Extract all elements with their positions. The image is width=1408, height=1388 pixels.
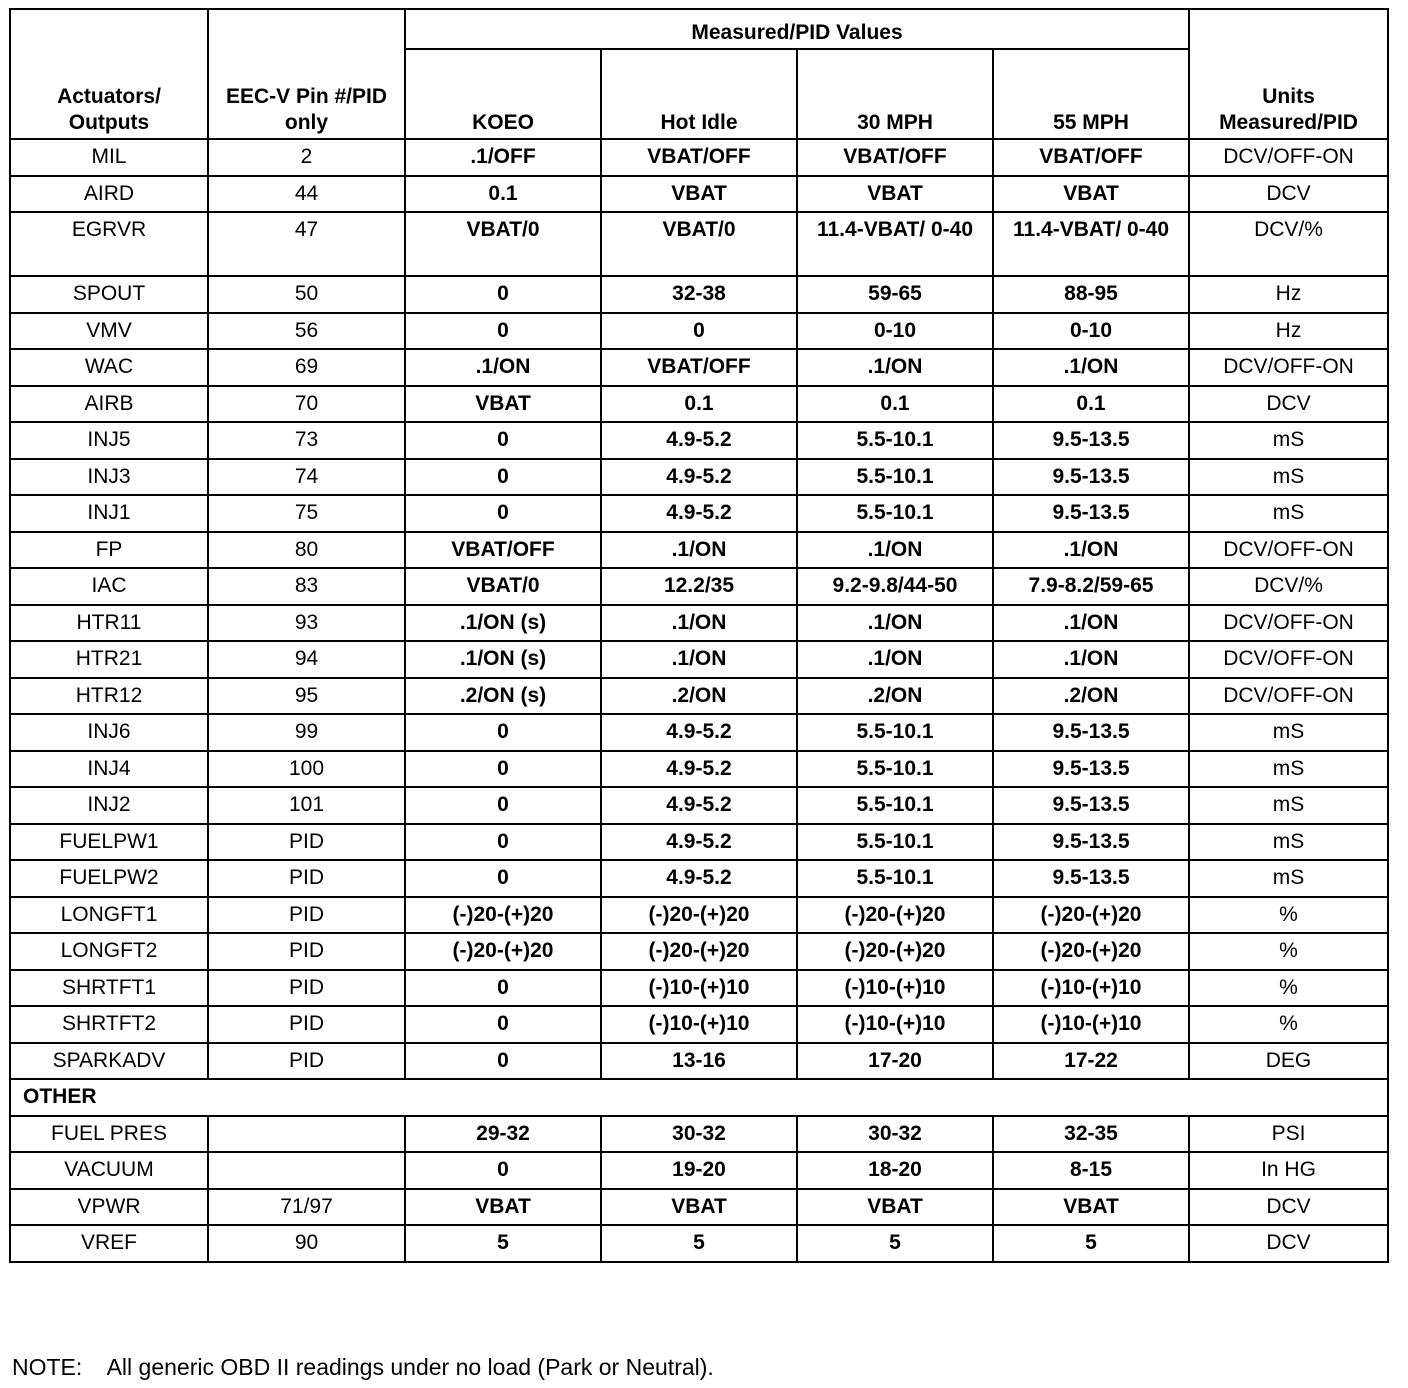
koeo-cell: VBAT/OFF	[405, 532, 601, 569]
name-cell: IAC	[10, 568, 208, 605]
pin-cell: 101	[208, 787, 405, 824]
hot-idle-cell: 32-38	[601, 276, 797, 313]
hot-idle-cell: (-)10-(+)10	[601, 970, 797, 1007]
table-row	[10, 568, 1388, 605]
spec-sheet	[9, 8, 1387, 1263]
pin-cell: 71/97	[208, 1189, 405, 1226]
pin-cell: 70	[208, 386, 405, 423]
55mph-cell: (-)20-(+)20	[993, 897, 1189, 934]
name-cell: AIRD	[10, 176, 208, 213]
pin-cell: 2	[208, 139, 405, 176]
table-row	[10, 1189, 1388, 1226]
pin-cell: PID	[208, 860, 405, 897]
55mph-cell: 9.5-13.5	[993, 751, 1189, 788]
unit-cell: mS	[1189, 787, 1388, 824]
koeo-cell: 0	[405, 860, 601, 897]
30mph-cell: 5.5-10.1	[797, 787, 993, 824]
hot-idle-cell: 4.9-5.2	[601, 495, 797, 532]
30mph-cell: 5.5-10.1	[797, 495, 993, 532]
name-cell: SPARKADV	[10, 1043, 208, 1080]
name-cell: INJ2	[10, 787, 208, 824]
30mph-cell: 5.5-10.1	[797, 422, 993, 459]
pin-cell: 80	[208, 532, 405, 569]
55mph-cell: 32-35	[993, 1116, 1189, 1153]
55mph-cell: (-)10-(+)10	[993, 970, 1189, 1007]
55mph-cell: 8-15	[993, 1152, 1189, 1189]
koeo-cell: 5	[405, 1225, 601, 1262]
table-row	[10, 714, 1388, 751]
30mph-cell: (-)20-(+)20	[797, 933, 993, 970]
hot-idle-cell: 30-32	[601, 1116, 797, 1153]
30mph-cell: 0-10	[797, 313, 993, 350]
name-cell: MIL	[10, 139, 208, 176]
unit-cell: mS	[1189, 860, 1388, 897]
55mph-cell: (-)10-(+)10	[993, 1006, 1189, 1043]
table-row	[10, 349, 1388, 386]
30mph-cell: .1/ON	[797, 641, 993, 678]
koeo-cell: VBAT/0	[405, 568, 601, 605]
30mph-cell: VBAT	[797, 1189, 993, 1226]
table-row	[10, 860, 1388, 897]
hot-idle-cell: (-)20-(+)20	[601, 897, 797, 934]
unit-cell: DCV/OFF-ON	[1189, 641, 1388, 678]
table-row	[10, 970, 1388, 1007]
30mph-cell: 0.1	[797, 386, 993, 423]
unit-cell: DCV/OFF-ON	[1189, 678, 1388, 715]
55mph-cell: VBAT/OFF	[993, 139, 1189, 176]
koeo-cell: VBAT	[405, 386, 601, 423]
koeo-cell: 0	[405, 276, 601, 313]
koeo-cell: 0	[405, 787, 601, 824]
30mph-cell: .1/ON	[797, 349, 993, 386]
unit-cell: DCV/%	[1189, 212, 1388, 276]
55mph-cell: 17-22	[993, 1043, 1189, 1080]
pin-cell: 100	[208, 751, 405, 788]
hot-idle-cell: 4.9-5.2	[601, 860, 797, 897]
table-row	[10, 1116, 1388, 1153]
unit-cell: DCV	[1189, 386, 1388, 423]
name-cell: HTR12	[10, 678, 208, 715]
name-cell: HTR21	[10, 641, 208, 678]
name-cell: EGRVR	[10, 212, 208, 276]
55mph-cell: VBAT	[993, 1189, 1189, 1226]
30mph-cell: 5.5-10.1	[797, 714, 993, 751]
55mph-cell: .2/ON	[993, 678, 1189, 715]
header-55mph: 55 MPH	[993, 49, 1189, 139]
pin-cell: 69	[208, 349, 405, 386]
hot-idle-cell: (-)20-(+)20	[601, 933, 797, 970]
koeo-cell: 29-32	[405, 1116, 601, 1153]
30mph-cell: 9.2-9.8/44-50	[797, 568, 993, 605]
pin-cell: PID	[208, 897, 405, 934]
hot-idle-cell: 5	[601, 1225, 797, 1262]
koeo-cell: 0	[405, 970, 601, 1007]
55mph-cell: (-)20-(+)20	[993, 933, 1189, 970]
30mph-cell: 5	[797, 1225, 993, 1262]
30mph-cell: 11.4-VBAT/ 0-40	[797, 212, 993, 276]
pin-cell: 93	[208, 605, 405, 642]
pin-cell: PID	[208, 1006, 405, 1043]
koeo-cell: .2/ON (s)	[405, 678, 601, 715]
55mph-cell: 88-95	[993, 276, 1189, 313]
unit-cell: %	[1189, 933, 1388, 970]
name-cell: SHRTFT1	[10, 970, 208, 1007]
pin-cell: PID	[208, 824, 405, 861]
30mph-cell: 17-20	[797, 1043, 993, 1080]
koeo-cell: (-)20-(+)20	[405, 933, 601, 970]
table-row	[10, 751, 1388, 788]
30mph-cell: 5.5-10.1	[797, 824, 993, 861]
pin-cell: 94	[208, 641, 405, 678]
unit-cell: mS	[1189, 751, 1388, 788]
55mph-cell: 9.5-13.5	[993, 714, 1189, 751]
koeo-cell: (-)20-(+)20	[405, 897, 601, 934]
hot-idle-cell: (-)10-(+)10	[601, 1006, 797, 1043]
hot-idle-cell: 4.9-5.2	[601, 824, 797, 861]
55mph-cell: 9.5-13.5	[993, 787, 1189, 824]
hot-idle-cell: 13-16	[601, 1043, 797, 1080]
30mph-cell: 5.5-10.1	[797, 459, 993, 496]
name-cell: LONGFT1	[10, 897, 208, 934]
table-body	[10, 139, 1388, 1262]
30mph-cell: .1/ON	[797, 605, 993, 642]
55mph-cell: 0.1	[993, 386, 1189, 423]
hot-idle-cell: 19-20	[601, 1152, 797, 1189]
name-cell: FUELPW1	[10, 824, 208, 861]
hot-idle-cell: 0	[601, 313, 797, 350]
table-row	[10, 824, 1388, 861]
koeo-cell: .1/ON	[405, 349, 601, 386]
table-row	[10, 1225, 1388, 1262]
55mph-cell: 9.5-13.5	[993, 495, 1189, 532]
30mph-cell: VBAT	[797, 176, 993, 213]
hot-idle-cell: VBAT	[601, 176, 797, 213]
unit-cell: %	[1189, 1006, 1388, 1043]
header-hot-idle: Hot Idle	[601, 49, 797, 139]
name-cell: VMV	[10, 313, 208, 350]
section-row-other	[10, 1079, 1388, 1116]
koeo-cell: .1/ON (s)	[405, 641, 601, 678]
table-row	[10, 276, 1388, 313]
55mph-cell: .1/ON	[993, 605, 1189, 642]
table-row	[10, 495, 1388, 532]
table-row	[10, 897, 1388, 934]
name-cell: HTR11	[10, 605, 208, 642]
pin-cell: 73	[208, 422, 405, 459]
koeo-cell: .1/ON (s)	[405, 605, 601, 642]
unit-cell: DEG	[1189, 1043, 1388, 1080]
table-row	[10, 678, 1388, 715]
name-cell: VPWR	[10, 1189, 208, 1226]
pin-cell: 90	[208, 1225, 405, 1262]
55mph-cell: 0-10	[993, 313, 1189, 350]
55mph-cell: 9.5-13.5	[993, 860, 1189, 897]
55mph-cell: .1/ON	[993, 349, 1189, 386]
pid-values-table	[9, 8, 1389, 1263]
30mph-cell: 18-20	[797, 1152, 993, 1189]
unit-cell: DCV/OFF-ON	[1189, 532, 1388, 569]
unit-cell: PSI	[1189, 1116, 1388, 1153]
55mph-cell: .1/ON	[993, 641, 1189, 678]
table-row	[10, 787, 1388, 824]
pin-cell	[208, 1152, 405, 1189]
55mph-cell: VBAT	[993, 176, 1189, 213]
pin-cell	[208, 1116, 405, 1153]
hot-idle-cell: 12.2/35	[601, 568, 797, 605]
55mph-cell: 9.5-13.5	[993, 422, 1189, 459]
unit-cell: DCV/OFF-ON	[1189, 139, 1388, 176]
name-cell: SPOUT	[10, 276, 208, 313]
hot-idle-cell: 4.9-5.2	[601, 714, 797, 751]
pin-cell: PID	[208, 970, 405, 1007]
hot-idle-cell: VBAT	[601, 1189, 797, 1226]
30mph-cell: (-)10-(+)10	[797, 970, 993, 1007]
koeo-cell: 0.1	[405, 176, 601, 213]
30mph-cell: .2/ON	[797, 678, 993, 715]
30mph-cell: .1/ON	[797, 532, 993, 569]
name-cell: VACUUM	[10, 1152, 208, 1189]
name-cell: INJ6	[10, 714, 208, 751]
hot-idle-cell: .2/ON	[601, 678, 797, 715]
30mph-cell: 5.5-10.1	[797, 860, 993, 897]
unit-cell: mS	[1189, 495, 1388, 532]
unit-cell: mS	[1189, 459, 1388, 496]
30mph-cell: 5.5-10.1	[797, 751, 993, 788]
55mph-cell: 5	[993, 1225, 1189, 1262]
table-row	[10, 641, 1388, 678]
table-row	[10, 605, 1388, 642]
name-cell: INJ4	[10, 751, 208, 788]
unit-cell: DCV/%	[1189, 568, 1388, 605]
unit-cell: DCV	[1189, 1189, 1388, 1226]
header-units: Units Measured/PID	[1189, 9, 1388, 139]
pin-cell: 95	[208, 678, 405, 715]
table-row	[10, 532, 1388, 569]
hot-idle-cell: .1/ON	[601, 641, 797, 678]
hot-idle-cell: 0.1	[601, 386, 797, 423]
hot-idle-cell: .1/ON	[601, 605, 797, 642]
header-koeo: KOEO	[405, 49, 601, 139]
koeo-cell: VBAT/0	[405, 212, 601, 276]
koeo-cell: 0	[405, 459, 601, 496]
hot-idle-cell: 4.9-5.2	[601, 422, 797, 459]
table-row	[10, 459, 1388, 496]
koeo-cell: 0	[405, 422, 601, 459]
table-row	[10, 313, 1388, 350]
koeo-cell: 0	[405, 751, 601, 788]
name-cell: LONGFT2	[10, 933, 208, 970]
55mph-cell: 11.4-VBAT/ 0-40	[993, 212, 1189, 276]
55mph-cell: 9.5-13.5	[993, 459, 1189, 496]
name-cell: INJ3	[10, 459, 208, 496]
unit-cell: DCV/OFF-ON	[1189, 605, 1388, 642]
pin-cell: 75	[208, 495, 405, 532]
unit-cell: Hz	[1189, 313, 1388, 350]
table-row	[10, 139, 1388, 176]
unit-cell: %	[1189, 970, 1388, 1007]
table-row	[10, 1006, 1388, 1043]
hot-idle-cell: 4.9-5.2	[601, 751, 797, 788]
hot-idle-cell: .1/ON	[601, 532, 797, 569]
name-cell: INJ1	[10, 495, 208, 532]
unit-cell: mS	[1189, 824, 1388, 861]
section-label: OTHER	[10, 1079, 1388, 1116]
koeo-cell: VBAT	[405, 1189, 601, 1226]
pin-cell: 50	[208, 276, 405, 313]
pin-cell: 99	[208, 714, 405, 751]
name-cell: AIRB	[10, 386, 208, 423]
name-cell: SHRTFT2	[10, 1006, 208, 1043]
name-cell: FUELPW2	[10, 860, 208, 897]
30mph-cell: 59-65	[797, 276, 993, 313]
55mph-cell: .1/ON	[993, 532, 1189, 569]
unit-cell: mS	[1189, 422, 1388, 459]
pin-cell: 47	[208, 212, 405, 276]
table-row	[10, 386, 1388, 423]
table-row	[10, 1043, 1388, 1080]
name-cell: VREF	[10, 1225, 208, 1262]
name-cell: FUEL PRES	[10, 1116, 208, 1153]
unit-cell: mS	[1189, 714, 1388, 751]
unit-cell: In HG	[1189, 1152, 1388, 1189]
pin-cell: 56	[208, 313, 405, 350]
name-cell: FP	[10, 532, 208, 569]
30mph-cell: 30-32	[797, 1116, 993, 1153]
name-cell: WAC	[10, 349, 208, 386]
table-row	[10, 1152, 1388, 1189]
koeo-cell: 0	[405, 1006, 601, 1043]
koeo-cell: 0	[405, 313, 601, 350]
30mph-cell: (-)10-(+)10	[797, 1006, 993, 1043]
koeo-cell: 0	[405, 495, 601, 532]
unit-cell: DCV/OFF-ON	[1189, 349, 1388, 386]
name-cell: INJ5	[10, 422, 208, 459]
koeo-cell: .1/OFF	[405, 139, 601, 176]
koeo-cell: 0	[405, 1152, 601, 1189]
pin-cell: 44	[208, 176, 405, 213]
table-row	[10, 176, 1388, 213]
hot-idle-cell: 4.9-5.2	[601, 459, 797, 496]
koeo-cell: 0	[405, 714, 601, 751]
pin-cell: 74	[208, 459, 405, 496]
55mph-cell: 9.5-13.5	[993, 824, 1189, 861]
55mph-cell: 7.9-8.2/59-65	[993, 568, 1189, 605]
header-30mph: 30 MPH	[797, 49, 993, 139]
30mph-cell: VBAT/OFF	[797, 139, 993, 176]
hot-idle-cell: VBAT/OFF	[601, 349, 797, 386]
header-actuators: Actuators/ Outputs	[10, 9, 208, 139]
hot-idle-cell: 4.9-5.2	[601, 787, 797, 824]
unit-cell: DCV	[1189, 176, 1388, 213]
header-pin: EEC-V Pin #/PID only	[208, 9, 405, 139]
pin-cell: PID	[208, 1043, 405, 1080]
pin-cell: PID	[208, 933, 405, 970]
unit-cell: Hz	[1189, 276, 1388, 313]
unit-cell: DCV	[1189, 1225, 1388, 1262]
hot-idle-cell: VBAT/OFF	[601, 139, 797, 176]
koeo-cell: 0	[405, 1043, 601, 1080]
footnote: NOTE: All generic OBD II readings under no load (Park or Neutral).	[12, 1354, 714, 1380]
koeo-cell: 0	[405, 824, 601, 861]
30mph-cell: (-)20-(+)20	[797, 897, 993, 934]
unit-cell: %	[1189, 897, 1388, 934]
table-row	[10, 212, 1388, 276]
header-measured-group: Measured/PID Values	[405, 9, 1189, 49]
pin-cell: 83	[208, 568, 405, 605]
hot-idle-cell: VBAT/0	[601, 212, 797, 276]
table-row	[10, 422, 1388, 459]
table-row	[10, 933, 1388, 970]
